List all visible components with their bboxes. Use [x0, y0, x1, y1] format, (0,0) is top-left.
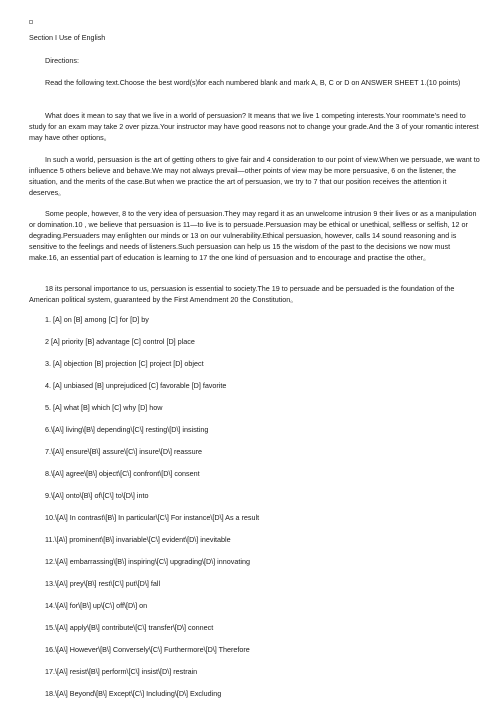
option-line-7: 7.\[A\] ensure\[B\] assure\[C\] insure\[D\] reassure	[45, 447, 202, 456]
option-line-4: 4. [A] unbiased [B] unprejudiced [C] favorable [D] favorite	[45, 381, 227, 390]
option-line-2: 2 [A] priority [B] advantage [C] control [D] place	[45, 337, 195, 346]
option-line-17: 17.\[A\] resist\[B\] perform\[C\] insist\[D\] restrain	[45, 667, 198, 676]
option-line-13: 13.\[A\] prey\[B\] rest\[C\] put\[D\] fall	[45, 579, 161, 588]
page-marker-icon	[29, 20, 33, 24]
option-line-11: 11.\[A\] prominent\[B\] invariable\[C\] evident\[D\] inevitable	[45, 535, 231, 544]
option-line-3: 3. [A] objection [B] projection [C] project [D] object	[45, 359, 204, 368]
option-line-9: 9.\[A\] onto\[B\] of\[C\] to\[D\] into	[45, 491, 149, 500]
option-line-15: 15.\[A\] apply\[B\] contribute\[C\] transfer\[D\] connect	[45, 623, 214, 632]
paragraph-1: What does it mean to say that we live in a world of persuasion? It means that we live 1 competing interests.Your roommate’s need to study for an exam may take 2 over pizza.Your instructor may have good reasons not to change your grade.And the 3 of your romantic interest may have other options。	[29, 111, 479, 142]
paragraph-3: Some people, however, 8 to the very idea of persuasion.They may regard it as an unwelcome intrusion 9 their lives or as a manipulation or domination.10 , we believe that persuasion is 11—to live is to persuade.Persuasion may be ethical or unethical, selfless or selfish, 12 or degrading.Persuaders may enlighten our minds or 13 on our vulnerability.Ethical persuasion, however, calls 14 sound reasoning and is sensitive to the feelings and needs of listeners.Such persuasion can help us 15 the wisdom of the past to the decisions we now must make.16, an essential part of education is learning to 17 the one kind of persuasion and to encourage and practise the other。	[29, 209, 477, 262]
instructions: Read the following text.Choose the best word(s)for each numbered blank and mark A, B, C or D on ANSWER SHEET 1.(10 points)	[45, 78, 461, 87]
option-line-6: 6.\[A\] living\[B\] depending\[C\] resting\[D\] insisting	[45, 425, 209, 434]
option-line-8: 8.\[A\] agree\[B\] object\[C\] confront\[D\] consent	[45, 469, 200, 478]
option-line-12: 12.\[A\] embarrassing\[B\] inspiring\[C\] upgrading\[D\] innovating	[45, 557, 250, 566]
option-line-1: 1. [A] on [B] among [C] for [D] by	[45, 315, 149, 324]
paragraph-4: 18 its personal importance to us, persuasion is essential to society.The 19 to persuade and be persuaded is the foundation of the American political system, guaranteed by the First Amendment 20 the Constitution。	[29, 284, 455, 304]
section-heading: Section I Use of English	[29, 33, 106, 42]
option-line-14: 14.\[A\] for\[B\] up\[C\] off\[D\] on	[45, 601, 148, 610]
directions-label: Directions:	[45, 56, 79, 65]
option-line-10: 10.\[A\] In contrast\[B\] In particular\[C\] For instance\[D\] As a result	[45, 513, 260, 522]
option-line-5: 5. [A] what [B] which [C] why [D] how	[45, 403, 163, 412]
option-line-16: 16.\[A\] However\[B\] Conversely\[C\] Furthermore\[D\] Therefore	[45, 645, 250, 654]
option-line-18: 18.\[A\] Beyond\[B\] Except\[C\] Including\[D\] Excluding	[45, 689, 222, 698]
paragraph-2: In such a world, persuasion is the art of getting others to give fair and 4 consideration to our point of view.When we persuade, we want to influence 5 others believe and behave.We may not always prevail—other points of view may be more persuasive, 6 on the listener, the situation, and the merits of the case.But when we practice the art of persuasion, we try to 7 that our position receives the attention it deserves。	[29, 155, 480, 197]
